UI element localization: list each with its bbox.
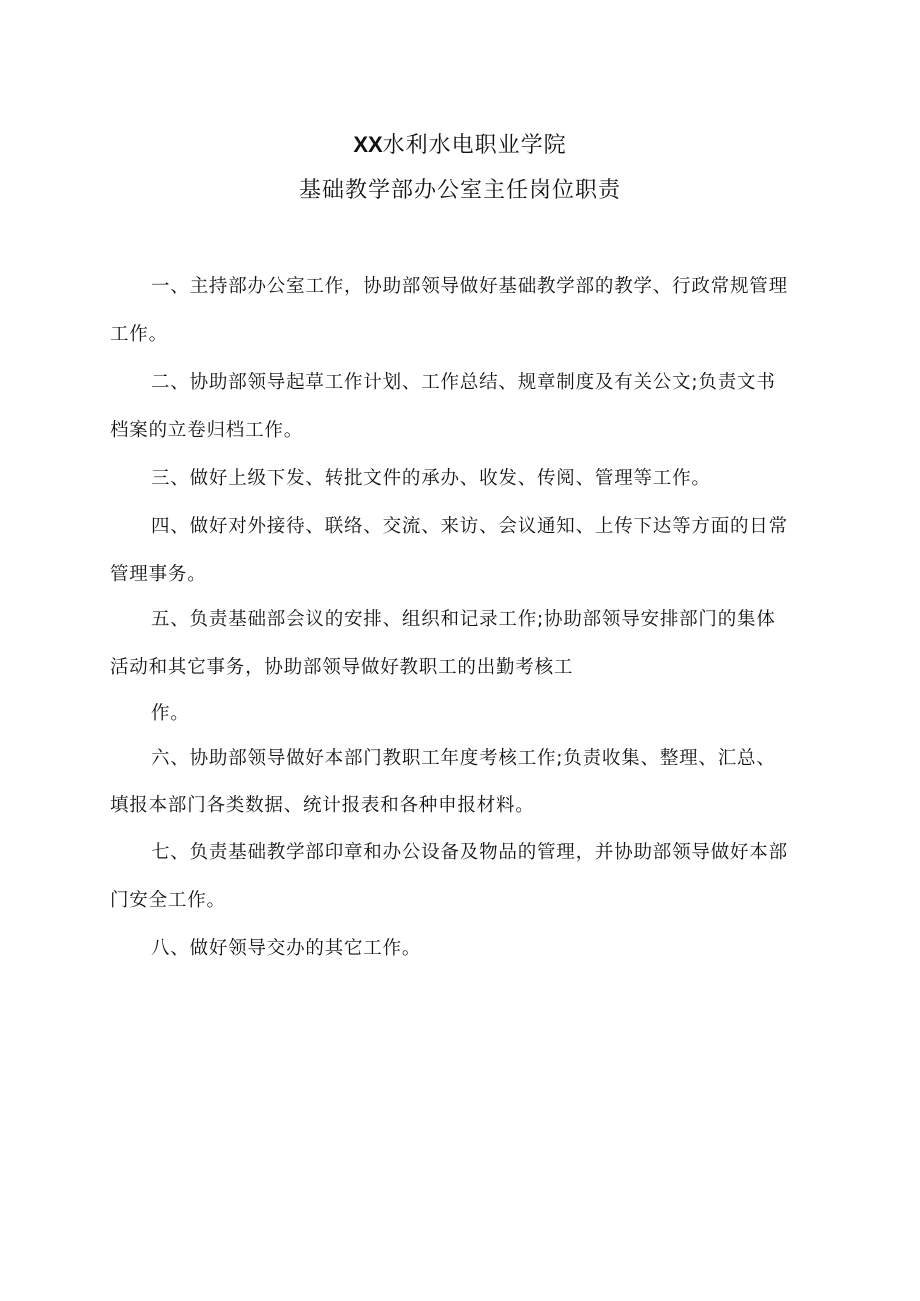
item-7-line-1: 七、负责基础教学部印章和办公设备及物品的管理，并协助部领导做好本部	[151, 842, 788, 863]
item-1-line-2: 工作。	[110, 324, 168, 345]
title-prefix: XX	[353, 132, 383, 157]
item-5-line-1: 五、负责基础部会议的安排、组织和记录工作;协助部领导安排部门的集体	[151, 609, 776, 630]
item-3-line-1: 三、做好上级下发、转批文件的承办、收发、传阅、管理等工作。	[151, 468, 711, 489]
item-2-line-1: 二、协助部领导起草工作计划、工作总结、规章制度及有关公文;负责文书	[151, 372, 776, 393]
item-7-line-2: 门安全工作。	[110, 890, 226, 911]
item-6-line-2: 填报本部门各类数据、统计报表和各种申报材料。	[110, 795, 535, 816]
document-title-line-1	[0, 130, 920, 161]
item-2-line-2: 档案的立卷归档工作。	[110, 420, 304, 441]
item-4-line-1: 四、做好对外接待、联络、交流、来访、会议通知、上传下达等方面的日常	[151, 516, 788, 537]
item-5-line-3: 作。	[151, 703, 190, 724]
item-1-line-1: 一、主持部办公室工作，协助部领导做好基础教学部的教学、行政常规管理	[151, 276, 788, 297]
item-5-line-2: 活动和其它事务，协助部领导做好教职工的出勤考核工	[110, 657, 574, 678]
item-6-line-1: 六、协助部领导做好本部门教职工年度考核工作;负责收集、整理、汇总、	[151, 748, 776, 769]
title-line-1-text: 水利水电职业学院	[382, 133, 567, 158]
item-4-line-2: 管理事务。	[110, 564, 207, 585]
item-8-line-1: 八、做好领导交办的其它工作。	[151, 938, 422, 959]
document-title-line-2: 基础教学部办公室主任岗位职责	[298, 178, 621, 203]
